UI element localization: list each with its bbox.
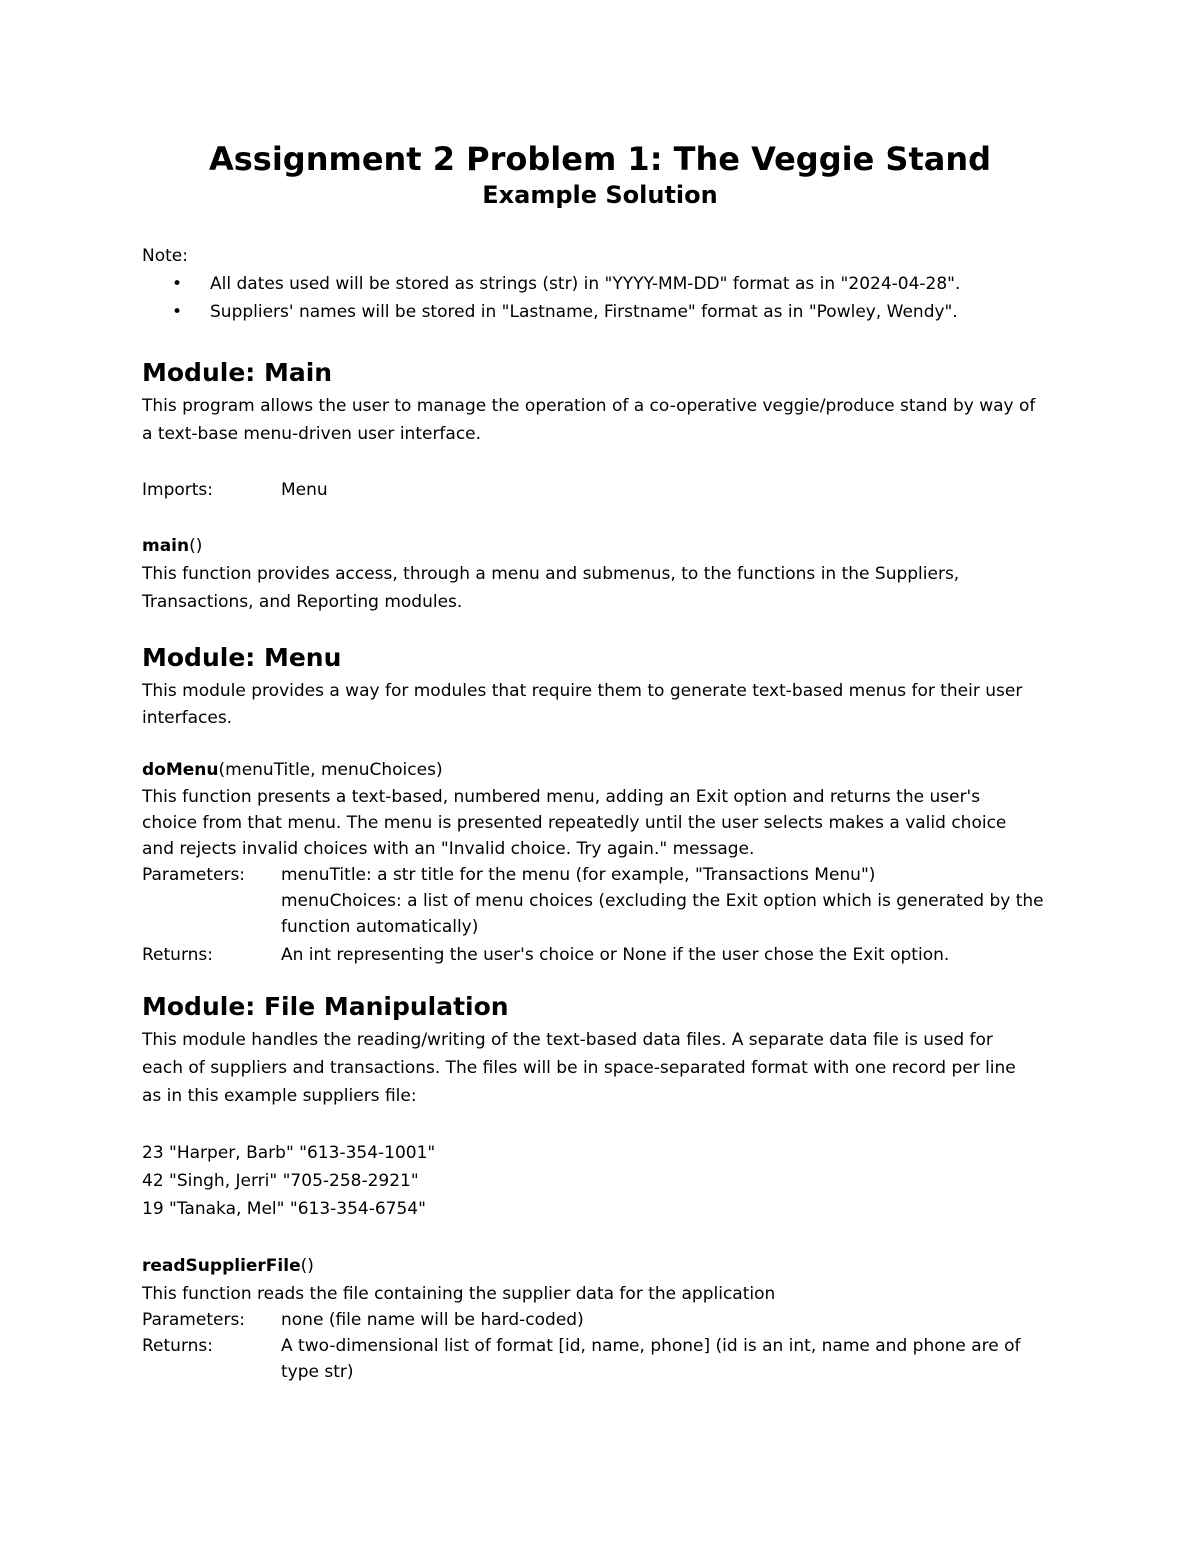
imports-value: Menu [281,480,328,500]
menu-module-desc-line-2: interfaces. [142,708,233,728]
bullet-icon: • [172,302,183,322]
main-function-desc-line-2: Transactions, and Reporting modules. [142,592,463,612]
example-record-line: 19 "Tanaka, Mel" "613-354-6754" [142,1199,426,1219]
note-bullet-1 [172,271,960,297]
function-name: readSupplierFile [142,1256,301,1276]
function-args: (menuTitle, menuChoices) [218,760,443,780]
imports-label: Imports: [142,480,214,500]
document-subtitle: Example Solution [482,181,718,209]
function-args: () [300,1256,314,1276]
example-record-line: 23 "Harper, Barb" "613-354-1001" [142,1143,436,1163]
menu-module-desc-line-1: This module provides a way for modules that require them to generate text-based menus for their user [142,681,1023,701]
function-args: () [189,536,203,556]
domenu-param-2-line-1: menuChoices: a list of menu choices (excluding the Exit option which is generated by the [281,891,1044,911]
domenu-desc-line-1: This function presents a text-based, numbered menu, adding an Exit option and returns the user's [142,787,981,807]
function-name: main [142,536,190,556]
note-bullet-text: Suppliers' names will be stored in "Lastname, Firstname" format as in "Powley, Wendy". [210,302,958,322]
note-label: Note: [142,246,188,266]
domenu-desc-line-3: and rejects invalid choices with an "Invalid choice. Try again." message. [142,839,755,859]
domenu-param-2-line-2: function automatically) [281,917,479,937]
domenu-returns-label: Returns: [142,945,213,965]
domenu-function-signature [142,757,443,783]
note-bullet-text: All dates used will be stored as strings (str) in "YYYY-MM-DD" format as in "2024-04-28". [210,274,961,294]
note-bullet-2 [172,299,958,325]
domenu-desc-line-2: choice from that menu. The menu is presented repeatedly until the user selects makes a valid choice [142,813,1007,833]
readsupplierfile-params-value: none (file name will be hard-coded) [281,1310,584,1330]
main-module-desc-line-1: This program allows the user to manage the operation of a co-operative veggie/produce stand by way of [142,396,1036,416]
main-function-desc-line-1: This function provides access, through a menu and submenus, to the functions in the Suppliers, [142,564,960,584]
domenu-returns-value: An int representing the user's choice or None if the user chose the Exit option. [281,945,950,965]
main-function-signature [142,533,202,559]
domenu-param-1: menuTitle: a str title for the menu (for example, "Transactions Menu") [281,865,876,885]
file-module-desc-line-1: This module handles the reading/writing of the text-based data files. A separate data file is used for [142,1030,993,1050]
readsupplierfile-returns-label: Returns: [142,1336,213,1356]
bullet-icon: • [172,274,183,294]
file-module-heading: Module: File Manipulation [142,992,509,1021]
document-title: Assignment 2 Problem 1: The Veggie Stand [208,140,992,178]
readsupplierfile-params-label: Parameters: [142,1310,246,1330]
readsupplierfile-function-signature [142,1253,314,1279]
file-module-desc-line-2: each of suppliers and transactions. The files will be in space-separated format with one record per line [142,1058,1016,1078]
main-module-desc-line-2: a text-base menu-driven user interface. [142,424,482,444]
readsupplierfile-returns-line-2: type str) [281,1362,354,1382]
function-name: doMenu [142,760,219,780]
example-record-line: 42 "Singh, Jerri" "705-258-2921" [142,1171,419,1191]
domenu-params-label: Parameters: [142,865,246,885]
readsupplierfile-returns-line-1: A two-dimensional list of format [id, name, phone] (id is an int, name and phone are of [281,1336,1021,1356]
readsupplierfile-desc: This function reads the file containing the supplier data for the application [142,1284,776,1304]
menu-module-heading: Module: Menu [142,643,342,672]
file-module-desc-line-3: as in this example suppliers file: [142,1086,417,1106]
main-module-heading: Module: Main [142,358,333,387]
